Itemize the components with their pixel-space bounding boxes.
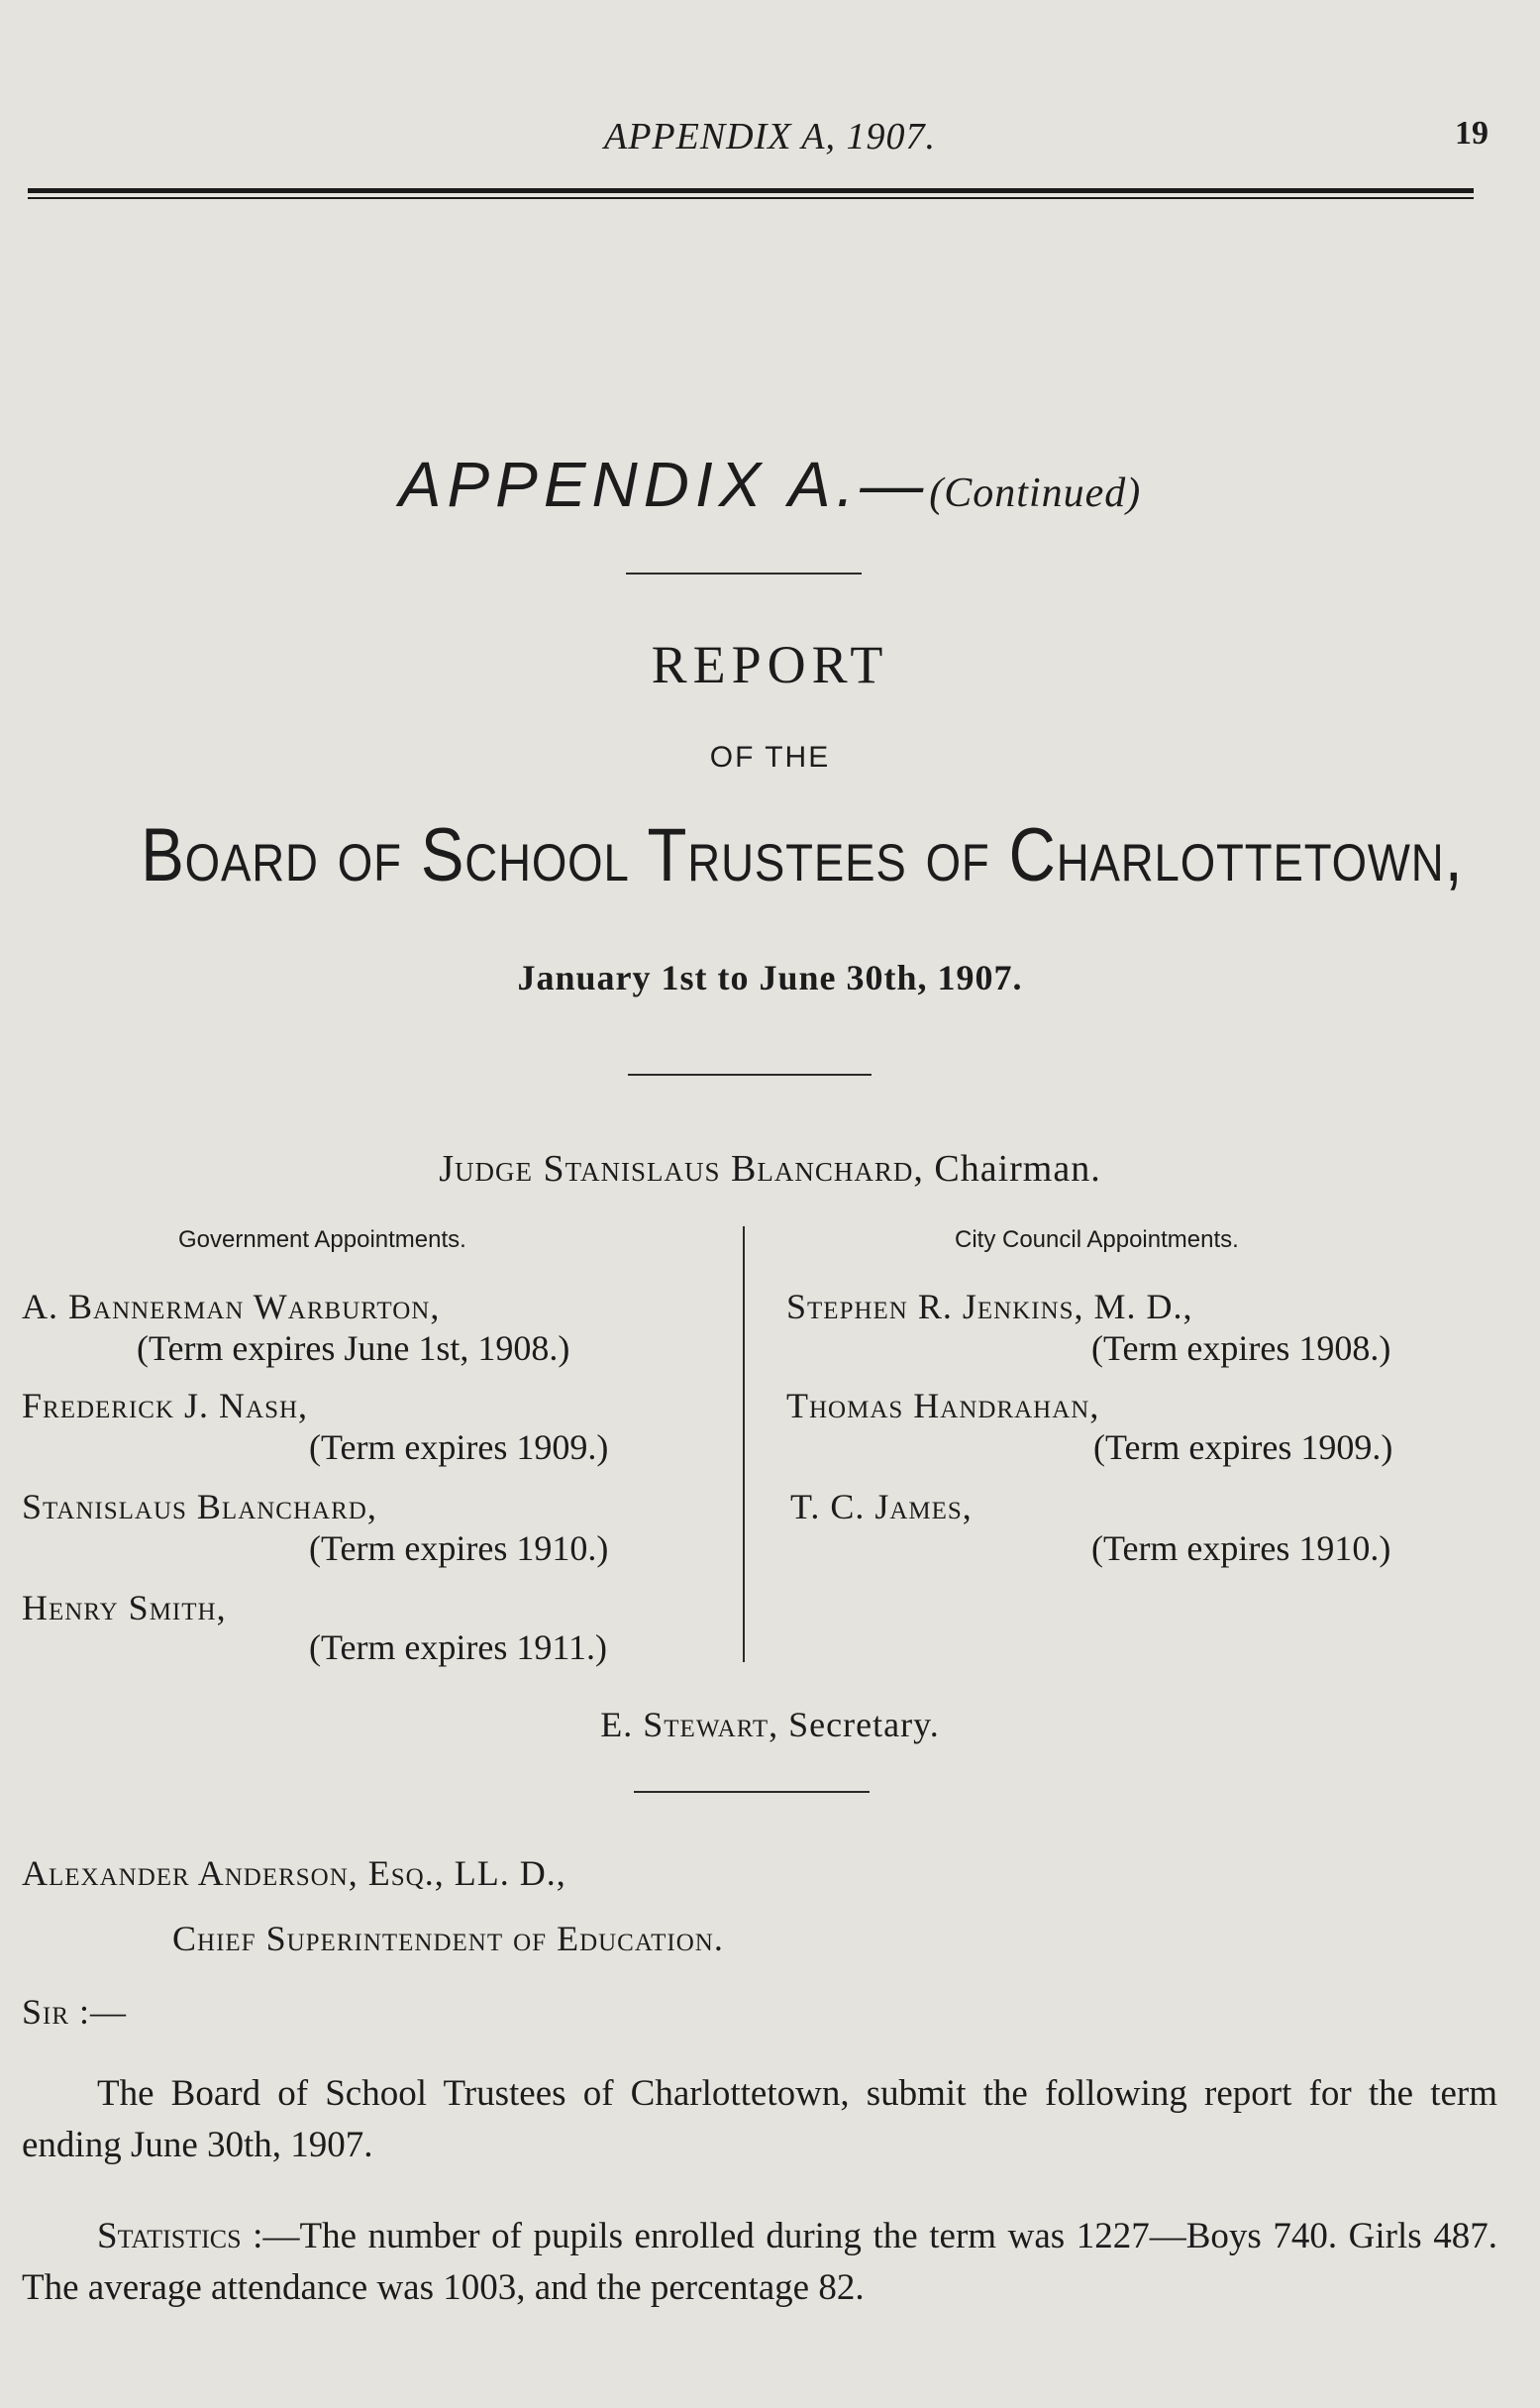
government-member-name: Stanislaus Blanchard, — [22, 1487, 377, 1526]
report-dates: January 1st to June 30th, 1907. — [517, 958, 1023, 997]
chairman-line — [0, 1147, 1540, 1191]
paragraph — [22, 2068, 1497, 2171]
government-member-term: (Term expires 1909.) — [309, 1427, 609, 1467]
council-member-name: Stephen R. Jenkins, M. D., — [786, 1287, 1193, 1326]
statistics-paragraph — [22, 2211, 1497, 2314]
council-member-name: Thomas Handrahan, — [786, 1386, 1100, 1425]
secretary-name: E. Stewart — [600, 1705, 770, 1744]
statistics-label: Statistics : — [97, 2216, 263, 2256]
appendix-label: APPENDIX A.— — [398, 449, 930, 520]
board-title: Board of School Trustees of Charlottetown, — [141, 813, 1464, 897]
government-member-name: Henry Smith, — [22, 1588, 227, 1627]
chairman-role: , Chairman. — [913, 1148, 1101, 1190]
divider-rule — [634, 1791, 870, 1793]
government-member-name: Frederick J. Nash, — [22, 1386, 309, 1425]
government-member-term: (Term expires 1911.) — [309, 1627, 608, 1667]
running-title: APPENDIX A, 1907. — [603, 116, 937, 157]
council-member-term: (Term expires 1908.) — [1091, 1328, 1391, 1368]
council-member-term: (Term expires 1910.) — [1091, 1528, 1391, 1568]
continued-label: (Continued) — [929, 471, 1142, 516]
government-member-term: (Term expires 1910.) — [309, 1528, 609, 1568]
salutation: Sir :— — [22, 1992, 128, 2032]
header-rule — [28, 188, 1474, 193]
report-heading: REPORT — [651, 635, 889, 694]
council-heading: City Council Appointments. — [955, 1226, 1239, 1253]
council-member-name: T. C. James, — [790, 1487, 973, 1526]
column-divider — [743, 1226, 745, 1662]
addressee-name: Alexander Anderson, Esq., LL. D., — [22, 1853, 566, 1893]
secretary-role: , Secretary. — [769, 1705, 940, 1744]
secretary-line — [0, 1704, 1540, 1745]
appendix-title — [0, 448, 1540, 521]
addressee-title: Chief Superintendent of Education. — [172, 1919, 724, 1958]
divider-rule — [628, 1074, 872, 1076]
header-rule-thin — [28, 197, 1474, 199]
government-member-term: (Term expires June 1st, 1908.) — [137, 1328, 570, 1368]
page-number: 19 — [1455, 115, 1489, 152]
divider-rule — [626, 573, 862, 575]
of-the-line: OF THE — [709, 741, 831, 774]
council-member-term: (Term expires 1909.) — [1093, 1427, 1393, 1467]
statistics-text: —The number of pupils enrolled during the term was 1227—Boys 740. Girls 487. The average attendance was 1003, and the percentage 82. — [22, 2216, 1497, 2308]
government-heading: Government Appointments. — [178, 1226, 466, 1253]
chairman-name: Judge Stanislaus Blanchard — [439, 1148, 914, 1190]
government-member-name: A. Bannerman Warburton, — [22, 1287, 441, 1326]
paragraph-text: The Board of School Trustees of Charlottetown, submit the following report for the term ending June 30th, 1907. — [22, 2073, 1497, 2165]
